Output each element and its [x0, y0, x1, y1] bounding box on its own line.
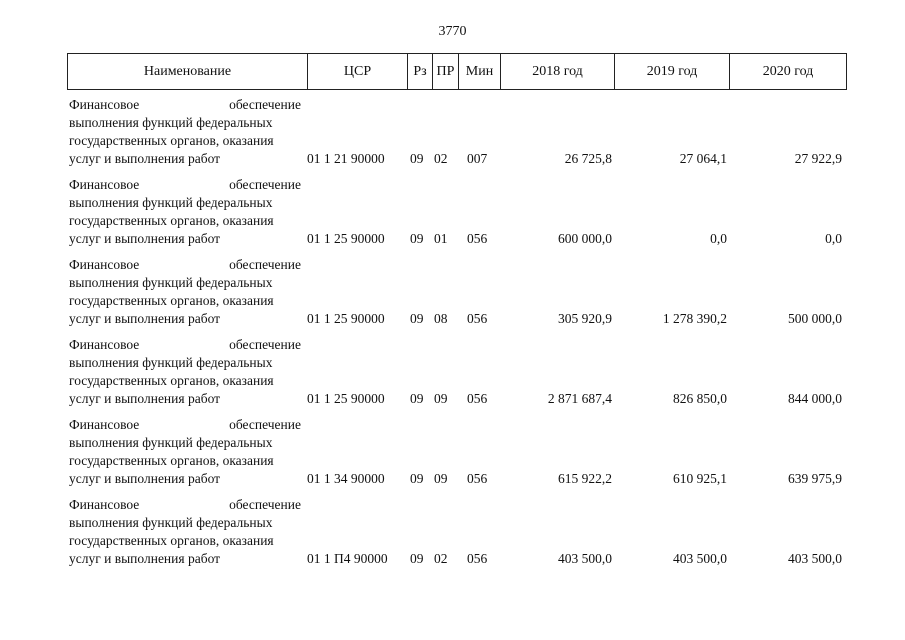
row-csr: 01 1 34 90000	[307, 471, 385, 486]
row-name	[69, 176, 301, 248]
row-name-line: Финансовое обеспечение	[69, 337, 301, 352]
table-row	[0, 96, 905, 174]
row-name-line: государственных органов, оказания	[69, 213, 274, 228]
row-name-line: услуг и выполнения работ	[69, 391, 221, 406]
table-row	[0, 256, 905, 334]
header-csr: ЦСР	[308, 54, 408, 90]
row-value-2018: 403 500,0	[558, 551, 612, 566]
row-rz: 09	[410, 151, 424, 166]
row-name-line: Финансовое обеспечение	[69, 497, 301, 512]
row-value-2018: 615 922,2	[558, 471, 612, 486]
row-name-line: государственных органов, оказания	[69, 373, 274, 388]
row-name-line: выполнения функций федеральных	[69, 355, 273, 370]
row-rz: 09	[410, 311, 424, 326]
row-value-2019: 27 064,1	[679, 151, 727, 166]
row-value-2018: 2 871 687,4	[547, 391, 612, 406]
row-name-line: услуг и выполнения работ	[69, 311, 221, 326]
table-row	[0, 496, 905, 574]
row-min: 056	[467, 551, 488, 566]
row-pr: 09	[434, 391, 448, 406]
row-name-line: Финансовое обеспечение	[69, 257, 301, 272]
header-2019: 2019 год	[615, 54, 730, 90]
row-value-2020: 639 975,9	[788, 471, 842, 486]
row-rz: 09	[410, 231, 424, 246]
row-name-line: услуг и выполнения работ	[69, 151, 221, 166]
row-name-line: государственных органов, оказания	[69, 293, 274, 308]
row-name-line: государственных органов, оказания	[69, 453, 274, 468]
table-row	[0, 416, 905, 494]
row-name-line: выполнения функций федеральных	[69, 515, 273, 530]
header-name: Наименование	[68, 54, 308, 90]
row-rz: 09	[410, 391, 424, 406]
row-name-line: государственных органов, оказания	[69, 533, 274, 548]
row-csr: 01 1 П4 90000	[307, 551, 388, 566]
row-name-line: Финансовое обеспечение	[69, 177, 301, 192]
table-header	[67, 53, 847, 90]
row-name	[69, 496, 301, 568]
row-value-2018: 26 725,8	[564, 151, 612, 166]
row-pr: 02	[434, 551, 448, 566]
row-value-2020: 0,0	[825, 231, 842, 246]
row-name-line: выполнения функций федеральных	[69, 435, 273, 450]
row-csr: 01 1 21 90000	[307, 151, 385, 166]
header-2020: 2020 год	[730, 54, 847, 90]
row-csr: 01 1 25 90000	[307, 391, 385, 406]
row-rz: 09	[410, 471, 424, 486]
row-name-line: выполнения функций федеральных	[69, 195, 273, 210]
row-value-2020: 844 000,0	[788, 391, 842, 406]
row-rz: 09	[410, 551, 424, 566]
row-name-line: выполнения функций федеральных	[69, 275, 273, 290]
row-value-2020: 500 000,0	[788, 311, 842, 326]
row-pr: 08	[434, 311, 448, 326]
row-value-2018: 600 000,0	[558, 231, 612, 246]
row-min: 056	[467, 311, 488, 326]
header-min: Мин	[459, 54, 501, 90]
row-value-2019: 610 925,1	[673, 471, 727, 486]
row-name	[69, 96, 301, 168]
row-name-line: Финансовое обеспечение	[69, 97, 301, 112]
row-value-2018: 305 920,9	[558, 311, 612, 326]
row-value-2019: 826 850,0	[673, 391, 727, 406]
row-name	[69, 256, 301, 328]
table-row	[0, 176, 905, 254]
row-csr: 01 1 25 90000	[307, 231, 385, 246]
row-name-line: Финансовое обеспечение	[69, 417, 301, 432]
row-pr: 09	[434, 471, 448, 486]
row-name-line: услуг и выполнения работ	[69, 231, 221, 246]
header-2018: 2018 год	[501, 54, 615, 90]
row-min: 056	[467, 391, 488, 406]
header-pr: ПР	[433, 54, 459, 90]
row-min: 007	[467, 151, 488, 166]
row-name-line: услуг и выполнения работ	[69, 551, 221, 566]
row-name-line: услуг и выполнения работ	[69, 471, 221, 486]
row-value-2020: 403 500,0	[788, 551, 842, 566]
header-rz: Рз	[408, 54, 433, 90]
row-name	[69, 416, 301, 488]
row-value-2019: 403 500,0	[673, 551, 727, 566]
row-pr: 01	[434, 231, 448, 246]
table-row	[0, 336, 905, 414]
row-name-line: выполнения функций федеральных	[69, 115, 273, 130]
row-value-2020: 27 922,9	[794, 151, 842, 166]
row-pr: 02	[434, 151, 448, 166]
row-value-2019: 1 278 390,2	[662, 311, 727, 326]
row-value-2019: 0,0	[710, 231, 727, 246]
page-number: 3770	[438, 24, 467, 39]
row-name-line: государственных органов, оказания	[69, 133, 274, 148]
row-csr: 01 1 25 90000	[307, 311, 385, 326]
row-name	[69, 336, 301, 408]
row-min: 056	[467, 231, 488, 246]
row-min: 056	[467, 471, 488, 486]
